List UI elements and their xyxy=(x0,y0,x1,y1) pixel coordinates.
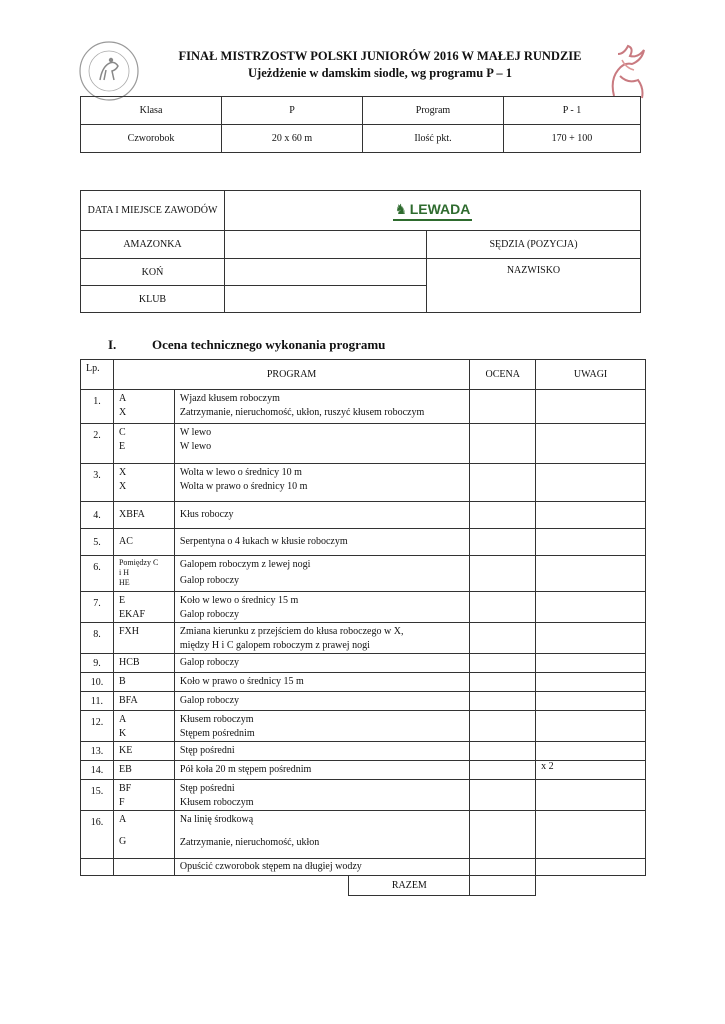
program-row xyxy=(81,780,646,811)
row-number: 13. xyxy=(81,742,114,761)
movement-line: Kłusem roboczym xyxy=(179,797,254,808)
row-letters xyxy=(113,424,174,464)
arena-letter: A xyxy=(118,393,127,404)
arena-letter: X xyxy=(118,467,127,478)
program-row xyxy=(81,529,646,556)
arena-letter: EKAF xyxy=(118,609,146,620)
row-number xyxy=(81,859,114,876)
arena-letter: E xyxy=(118,441,126,452)
movement-line: Zmiana kierunku z przejściem do kłusa roboczego w X, xyxy=(179,626,404,637)
row-number: 7. xyxy=(81,592,114,623)
score-cell[interactable] xyxy=(470,780,536,811)
details-table xyxy=(80,190,641,313)
remarks-cell[interactable] xyxy=(536,390,646,424)
club-label: KLUB xyxy=(81,286,225,313)
arena-letter: K xyxy=(118,728,127,739)
document-title: FINAŁ MISTRZOSTW POLSKI JUNIORÓW 2016 W MAŁEJ RUNDZIE xyxy=(178,49,582,63)
program-row xyxy=(81,811,646,859)
movement-line: Wolta w lewo o średnicy 10 m xyxy=(179,467,302,478)
czworobok-value: 20 x 60 m xyxy=(222,125,363,153)
row-description xyxy=(174,811,469,859)
remarks-cell[interactable] xyxy=(536,780,646,811)
program-label: Program xyxy=(363,97,504,125)
remarks-cell[interactable] xyxy=(536,673,646,692)
arena-letter: HE xyxy=(118,578,130,587)
score-cell[interactable] xyxy=(470,673,536,692)
row-description xyxy=(174,502,469,529)
klasa-value: P xyxy=(222,97,363,125)
score-cell[interactable] xyxy=(470,464,536,502)
score-cell[interactable] xyxy=(470,556,536,592)
row-number: 10. xyxy=(81,673,114,692)
movement-line: między H i C galopem roboczym z prawej nogi xyxy=(179,640,370,651)
score-cell[interactable] xyxy=(470,859,536,876)
arena-letter: A xyxy=(118,814,127,825)
arena-letter: XBFA xyxy=(118,509,145,520)
row-letters xyxy=(113,742,174,761)
movement-line: Galop roboczy xyxy=(179,657,240,668)
remarks-cell[interactable] xyxy=(536,811,646,859)
row-letters xyxy=(113,761,174,780)
lewada-logo: ♞ LEWADA xyxy=(393,201,473,221)
movement-line: Wolta w prawo o średnicy 10 m xyxy=(179,481,308,492)
remarks-cell[interactable] xyxy=(536,859,646,876)
arena-letter: FXH xyxy=(118,626,139,637)
row-number: 8. xyxy=(81,623,114,654)
row-letters xyxy=(113,464,174,502)
movement-line: Stęp pośredni xyxy=(179,783,235,794)
score-cell[interactable] xyxy=(470,424,536,464)
judge-position-label: SĘDZIA (POZYCJA) xyxy=(427,231,641,259)
club-value[interactable] xyxy=(225,286,427,313)
arena-letter: G xyxy=(118,836,127,847)
razem-ocena[interactable] xyxy=(470,876,536,896)
program-row xyxy=(81,859,646,876)
row-number: 2. xyxy=(81,424,114,464)
program-row xyxy=(81,556,646,592)
remarks-cell[interactable] xyxy=(536,529,646,556)
arena-letter: EB xyxy=(118,764,132,775)
program-row xyxy=(81,464,646,502)
uwagi-header: UWAGI xyxy=(536,360,646,390)
arena-letter: BF xyxy=(118,783,132,794)
arena-letter: F xyxy=(118,797,125,808)
movement-line: Galop roboczy xyxy=(179,609,240,620)
program-row xyxy=(81,742,646,761)
row-letters xyxy=(113,623,174,654)
rider-logo xyxy=(604,40,650,102)
arena-letter: KE xyxy=(118,745,133,756)
movement-line: Na linię środkową xyxy=(179,814,254,825)
program-row xyxy=(81,502,646,529)
arena-letter: X xyxy=(118,481,127,492)
amazonka-label: AMAZONKA xyxy=(81,231,225,259)
row-number: 9. xyxy=(81,654,114,673)
lp-header: Lp. xyxy=(81,360,114,390)
row-number: 12. xyxy=(81,711,114,742)
razem-spacer-right xyxy=(536,876,646,896)
horse-label: KOŃ xyxy=(81,259,225,286)
row-letters xyxy=(113,654,174,673)
row-letters xyxy=(113,529,174,556)
remarks-cell[interactable] xyxy=(536,692,646,711)
program-row xyxy=(81,424,646,464)
row-number: 6. xyxy=(81,556,114,592)
row-letters xyxy=(113,390,174,424)
movement-line: Kłus roboczy xyxy=(179,509,234,520)
row-number: 1. xyxy=(81,390,114,424)
score-cell[interactable] xyxy=(470,761,536,780)
movement-line: Stępem pośrednim xyxy=(179,728,255,739)
klasa-label: Klasa xyxy=(81,97,222,125)
row-number: 16. xyxy=(81,811,114,859)
lewada-horse-icon: ♞ xyxy=(394,202,408,218)
arena-letter: X xyxy=(118,407,127,418)
row-letters xyxy=(113,673,174,692)
remarks-cell[interactable] xyxy=(536,464,646,502)
section-title: Ocena technicznego wykonania programu xyxy=(152,337,386,352)
movement-line: Pół koła 20 m stępem pośrednim xyxy=(179,764,312,775)
remarks-cell[interactable] xyxy=(536,556,646,592)
row-letters xyxy=(113,811,174,859)
program-row xyxy=(81,711,646,742)
row-letters xyxy=(113,556,174,592)
movement-line: Kłusem roboczym xyxy=(179,714,254,725)
row-description xyxy=(174,742,469,761)
row-number: 3. xyxy=(81,464,114,502)
arena-letter: BFA xyxy=(118,695,138,706)
info-table xyxy=(80,96,641,153)
association-seal-logo xyxy=(78,40,140,102)
remarks-cell[interactable] xyxy=(536,742,646,761)
score-cell[interactable] xyxy=(470,502,536,529)
row-description xyxy=(174,761,469,780)
row-description xyxy=(174,390,469,424)
score-cell[interactable] xyxy=(470,692,536,711)
row-letters xyxy=(113,502,174,529)
program-row xyxy=(81,654,646,673)
row-description xyxy=(174,592,469,623)
remarks-cell[interactable]: x 2 xyxy=(536,761,646,780)
points-label: Ilość pkt. xyxy=(363,125,504,153)
row-description xyxy=(174,529,469,556)
row-letters xyxy=(113,711,174,742)
row-description xyxy=(174,424,469,464)
remarks-cell[interactable] xyxy=(536,711,646,742)
row-description xyxy=(174,780,469,811)
remarks-cell[interactable] xyxy=(536,424,646,464)
score-cell[interactable] xyxy=(470,742,536,761)
movement-line: Zatrzymanie, nieruchomość, ukłon, ruszyć kłusem roboczym xyxy=(179,407,425,418)
program-row xyxy=(81,390,646,424)
amazonka-value[interactable] xyxy=(225,231,427,259)
movement-line: Stęp pośredni xyxy=(179,745,235,756)
row-description xyxy=(174,692,469,711)
movement-line: Galop roboczy xyxy=(179,575,240,586)
arena-letter: i H xyxy=(118,568,129,577)
row-description xyxy=(174,623,469,654)
score-cell[interactable] xyxy=(470,711,536,742)
remarks-cell[interactable] xyxy=(536,623,646,654)
document-subtitle: Ujeżdżenie w damskim siodle, wg programu P – 1 xyxy=(248,66,512,80)
row-description xyxy=(174,556,469,592)
movement-line: Galopem roboczym z lewej nogi xyxy=(179,559,311,570)
row-description xyxy=(174,711,469,742)
points-value: 170 + 100 xyxy=(504,125,641,153)
remarks-cell[interactable] xyxy=(536,592,646,623)
program-row xyxy=(81,673,646,692)
movement-line: Koło w prawo o średnicy 15 m xyxy=(179,676,304,687)
movement-line: Zatrzymanie, nieruchomość, ukłon xyxy=(179,837,320,848)
row-number: 11. xyxy=(81,692,114,711)
row-description xyxy=(174,859,469,876)
razem-label: RAZEM xyxy=(349,876,470,896)
program-table xyxy=(80,359,646,896)
czworobok-label: Czworobok xyxy=(81,125,222,153)
score-cell[interactable] xyxy=(470,592,536,623)
razem-spacer xyxy=(81,876,349,896)
movement-line: Koło w lewo o średnicy 15 m xyxy=(179,595,299,606)
date-place-label: DATA I MIEJSCE ZAWODÓW xyxy=(81,191,225,231)
row-number: 4. xyxy=(81,502,114,529)
movement-line: Serpentyna o 4 łukach w kłusie roboczym xyxy=(179,536,348,547)
row-number: 15. xyxy=(81,780,114,811)
row-description xyxy=(174,654,469,673)
arena-letter: Pomiędzy C xyxy=(118,558,159,567)
row-description xyxy=(174,464,469,502)
arena-letter: E xyxy=(118,595,126,606)
row-number: 5. xyxy=(81,529,114,556)
row-letters xyxy=(113,859,174,876)
arena-letter: AC xyxy=(118,536,133,547)
movement-line: W lewo xyxy=(179,441,212,452)
ocena-header: OCENA xyxy=(470,360,536,390)
program-row xyxy=(81,592,646,623)
score-cell[interactable] xyxy=(470,529,536,556)
program-row xyxy=(81,692,646,711)
event-logo-cell xyxy=(225,191,641,231)
horse-value[interactable] xyxy=(225,259,427,286)
program-value: P - 1 xyxy=(504,97,641,125)
row-letters xyxy=(113,780,174,811)
section-number: I. xyxy=(108,337,117,352)
arena-letter: A xyxy=(118,714,127,725)
remarks-cell[interactable] xyxy=(536,502,646,529)
movement-line: Opuścić czworobok stępem na długiej wodzy xyxy=(179,861,362,872)
arena-letter: B xyxy=(118,676,126,687)
score-cell[interactable] xyxy=(470,654,536,673)
score-cell[interactable] xyxy=(470,623,536,654)
row-letters xyxy=(113,592,174,623)
arena-letter: C xyxy=(118,427,126,438)
program-row xyxy=(81,623,646,654)
judge-name-label: NAZWISKO xyxy=(427,259,641,313)
row-letters xyxy=(113,692,174,711)
movement-line: W lewo xyxy=(179,427,212,438)
score-cell[interactable] xyxy=(470,390,536,424)
movement-line: Wjazd kłusem roboczym xyxy=(179,393,280,404)
row-number: 14. xyxy=(81,761,114,780)
arena-letter: HCB xyxy=(118,657,140,668)
program-row xyxy=(81,761,646,780)
program-header: PROGRAM xyxy=(113,360,469,390)
remarks-cell[interactable] xyxy=(536,654,646,673)
row-description xyxy=(174,673,469,692)
movement-line: Galop roboczy xyxy=(179,695,240,706)
score-cell[interactable] xyxy=(470,811,536,859)
